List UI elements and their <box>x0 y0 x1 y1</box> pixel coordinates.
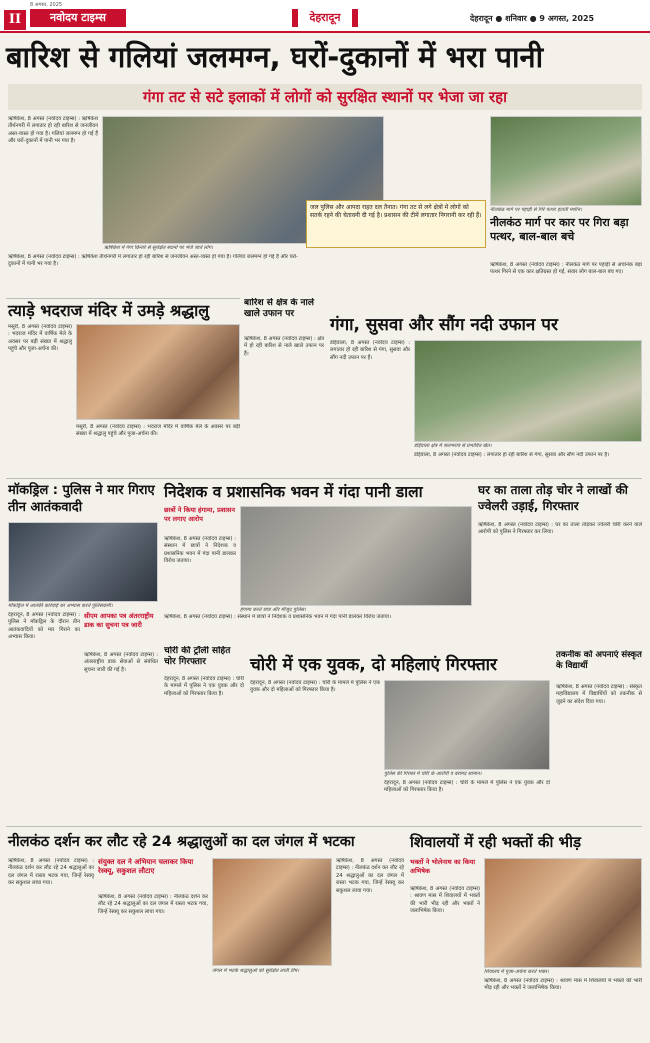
lead-headline: बारिश से गलियां जलमग्न, घरों-दुकानों में भरा पानी <box>6 40 544 74</box>
neelkanth-headline: नीलकंठ मार्ग पर कार पर गिरा बड़ा पत्थर, बाल-बाल बचे <box>490 216 629 243</box>
shivalay-kicker: भक्तों ने भोलेनाथ का किया अभिषेक <box>410 858 476 875</box>
jewellery-body: ऋषिकेश, 8 अगस्त (नवोदय टाइम्स) : घर का ताला तोड़कर ज्वेलरी चोरी करने वाले आरोपी को पुलिस ने गिरफ्तार कर लिया। <box>478 522 642 536</box>
lead-intro: ऋषिकेश, 8 अगस्त (नवोदय टाइम्स) : ऋषिकेश तीर्थनगरी में लगातार हो रही बारिश से जनजीवन अस्त-व्यस्त हो गया है। गलियां जलमग्न हो गई हैं और घरों-दुकानों में पानी भर गया है। <box>8 116 98 145</box>
dateline: देहरादून ● शनिवार ● 9 अगस्त, 2025 <box>470 14 595 23</box>
header-rule <box>0 31 650 33</box>
lead-body-lower: ऋषिकेश, 8 अगस्त (नवोदय टाइम्स) : ऋषिकेश तीर्थनगरी में लगातार हो रही बारिश से जनजीवन अस्त-व्यस्त हो गया है। गलियां जलमग्न हो गई हैं और घरों-दुकानों में पानी भर गया है। <box>8 254 298 268</box>
maukdrill-headline: मॉकड्रिल : पुलिस ने मार गिराए तीन आतंकवादी <box>8 483 155 515</box>
section-tag: देहरादून <box>292 9 358 27</box>
shivalay-headline: शिवालयों में रही भक्तों की भीड़ <box>410 833 582 851</box>
neelkanth-bottom-headline: नीलकंठ दर्शन कर लौट रहे 24 श्रद्धालुओं का दल जंगल में भटका <box>8 834 355 850</box>
chori-main-photo <box>384 680 550 770</box>
jewellery-headline: घर का ताला तोड़ चोर ने लाखों की ज्वेलरी उड़ाई, गिरफ्तार <box>478 483 628 513</box>
aadhar-body: ऋषिकेश, 8 अगस्त (नवोदय टाइम्स) : अंतरराष्ट्रीय डाक सेवाओं से संबंधित सूचना जारी की गई है। <box>84 652 158 673</box>
lead-callout: जल पुलिस और आपदा राहत दल तैनात। गंगा तट से लगे क्षेत्रों में लोगों को सतर्क रहने की चेतावनी दी गई है। प्रशासन की टीमें लगातार निगरानी कर रही हैं। <box>306 200 486 248</box>
gandapani-photo-caption: हंगामा करते छात्र और मौजूद पुलिस। <box>240 607 306 613</box>
gandapani-body-2: ऋषिकेश, 8 अगस्त (नवोदय टाइम्स) : संस्थान में छात्रों ने निदेशक व प्रशासनिक भवन में गंदा पानी डालकर विरोध जताया। <box>164 614 391 620</box>
bhadraj-body-2: मसूरी, 8 अगस्त (नवोदय टाइम्स) : भदराज मंदिर में वार्षिक मेले के अवसर पर बड़ी संख्या में श्रद्धालु पहुंचे और पूजा-अर्चना की। <box>76 424 240 438</box>
gandapani-kicker: छात्रों ने किया हंगामा, प्रशासन पर लगाए आरोप <box>164 506 235 523</box>
sanskrit-headline: तकनीक को अपनाएं संस्कृत के विद्यार्थी <box>556 650 642 671</box>
neelkanth-bottom-kicker: संयुक्त दल ने अभियान चलाकर किया रेस्क्यू, सकुशल लौटाए <box>98 858 194 875</box>
maukdrill-body: देहरादून, 8 अगस्त (नवोदय टाइम्स) : पुलिस ने मॉकड्रिल के दौरान तीन आतंकवादियों को मार गिराने का अभ्यास किया। <box>8 612 80 641</box>
bhadraj-photo <box>76 324 240 420</box>
bhadraj-headline: त्याड़े भदराज मंदिर में उमड़े श्रद्धालु <box>8 301 210 320</box>
lead-subhead: गंगा तट से सटे इलाकों में लोगों को सुरक्षित स्थानों पर भेजा जा रहा <box>142 88 508 106</box>
rain-area-headline: बारिश से क्षेत्र के नाले खाले उफान पर <box>244 298 314 319</box>
maukdrill-photo-caption: मॉकड्रिल में आतंकी कार्रवाई का अभ्यास करते पुलिसकर्मी। <box>8 603 113 609</box>
neelkanth-bottom-body: ऋषिकेश, 8 अगस्त (नवोदय टाइम्स) : नीलकंठ दर्शन कर लौट रहे 24 श्रद्धालुओं का दल जंगल में रास्ता भटक गया, जिन्हें रेस्क्यू कर सकुशल लाया गया। <box>8 858 94 887</box>
aadhar-headline: सीएम आपका पत्र अंतरराष्ट्रीय डाक का सुचना पत्र जारी <box>84 612 154 629</box>
bhadraj-body: मसूरी, 8 अगस्त (नवोदय टाइम्स) : भदराज मंदिर में वार्षिक मेले के अवसर पर बड़ी संख्या में श्रद्धालु पहुंचे और पूजा-अर्चना की। <box>8 324 72 353</box>
rule <box>6 478 642 479</box>
neelkanth-bottom-body-3: ऋषिकेश, 8 अगस्त (नवोदय टाइम्स) : नीलकंठ दर्शन कर लौट रहे 24 श्रद्धालुओं का दल जंगल में रास्ता भटक गया, जिन्हें रेस्क्यू कर सकुशल लाया गया। <box>336 858 404 894</box>
chori-main-headline: चोरी में एक युवक, दो महिलाएं गिरफ्तार <box>250 655 498 675</box>
rule <box>6 826 642 827</box>
lead-photo-caption: ऋषिकेश में गंगा किनारे से सुरक्षित स्थानों पर भेजे जाते लोग। <box>104 245 214 251</box>
gandapani-headline: निदेशक व प्रशासनिक भवन में गंदा पानी डाला <box>164 483 423 501</box>
chori-small-headline: चोरी की ट्रॉली सहित चोर गिरफ्तार <box>164 646 231 667</box>
chori-main-photo-caption: पुलिस की गिरफ्त में चोरी के आरोपी व बरामद सामान। <box>384 771 482 777</box>
rule <box>6 298 240 299</box>
neelkanth-bottom-body-2: ऋषिकेश, 8 अगस्त (नवोदय टाइम्स) : नीलकंठ दर्शन कर लौट रहे 24 श्रद्धालुओं का दल जंगल में रास्ता भटक गया, जिन्हें रेस्क्यू कर सकुशल लाया गया। <box>98 894 208 915</box>
small-date: 8 अगस्त, 2025 <box>30 2 63 8</box>
gandapani-body: ऋषिकेश, 8 अगस्त (नवोदय टाइम्स) : संस्थान में छात्रों ने निदेशक व प्रशासनिक भवन में गंदा पानी डालकर विरोध जताया। <box>164 536 236 565</box>
chori-small-body: देहरादून, 8 अगस्त (नवोदय टाइम्स) : चोरी के मामले में पुलिस ने एक युवक और दो महिलाओं को गिरफ्तार किया है। <box>164 676 244 697</box>
shivalay-body-2: ऋषिकेश, 8 अगस्त (नवोदय टाइम्स) : श्रावण मास में शिवालयों में भक्तों की भारी भीड़ रही और भक्तों ने जलाभिषेक किया। <box>484 978 642 992</box>
rain-area-body: ऋषिकेश, 8 अगस्त (नवोदय टाइम्स) : क्षेत्र में हो रही बारिश से नाले खाले उफान पर हैं। <box>244 336 324 357</box>
masthead: नवोदय टाइम्स <box>30 9 126 27</box>
neelkanth-bottom-photo <box>212 858 332 966</box>
sanskrit-body: ऋषिकेश, 8 अगस्त (नवोदय टाइम्स) : संस्कृत महाविद्यालय में विद्यार्थियों को तकनीक से जुड़ने का संदेश दिया गया। <box>556 684 642 705</box>
lead-subhead-bar <box>8 84 642 110</box>
ganga-photo-caption: डोईवाला क्षेत्र में जलभराव से प्रभावित खेत। <box>414 443 492 449</box>
shivalay-photo-caption: शिवालय में पूजा-अर्चना करते भक्त। <box>484 969 549 975</box>
chori-main-body-2: देहरादून, 8 अगस्त (नवोदय टाइम्स) : चोरी के मामले में पुलिस ने एक युवक और दो महिलाओं को गिरफ्तार किया है। <box>384 780 550 794</box>
gandapani-photo <box>240 506 472 606</box>
ganga-body: डोईवाला, 8 अगस्त (नवोदय टाइम्स) : लगातार हो रही बारिश से गंगा, सुसवा और सौंग नदी उफान पर हैं। <box>330 340 410 361</box>
shivalay-photo <box>484 858 642 968</box>
maukdrill-photo <box>8 522 158 602</box>
ganga-body-2: डोईवाला, 8 अगस्त (नवोदय टाइम्स) : लगातार हो रही बारिश से गंगा, सुसवा और सौंग नदी उफान पर हैं। <box>414 452 610 458</box>
shivalay-body: ऋषिकेश, 8 अगस्त (नवोदय टाइम्स) : श्रावण मास में शिवालयों में भक्तों की भारी भीड़ रही और भक्तों ने जलाभिषेक किया। <box>410 886 480 915</box>
neelkanth-photo <box>490 116 642 206</box>
page-number: II <box>4 10 26 30</box>
neelkanth-body: ऋषिकेश, 8 अगस्त (नवोदय टाइम्स) : नीलकंठ मार्ग पर पहाड़ी से अचानक बड़ा पत्थर गिरने से एक कार क्षतिग्रस्त हो गई, सवार लोग बाल-बाल बच गए। <box>490 262 642 276</box>
ganga-photo <box>414 340 642 442</box>
ganga-headline: गंगा, सुसवा और सौंग नदी उफान पर <box>330 315 558 335</box>
neelkanth-photo-caption: नीलकंठ मार्ग पर पहाड़ी से गिरे पत्थर हटाती मशीन। <box>490 207 582 213</box>
chori-main-body: देहरादून, 8 अगस्त (नवोदय टाइम्स) : चोरी के मामले में पुलिस ने एक युवक और दो महिलाओं को गिरफ्तार किया है। <box>250 680 380 694</box>
neelkanth-bottom-photo-caption: जंगल में भटके श्रद्धालुओं को सुरक्षित लाती टीम। <box>212 968 300 974</box>
